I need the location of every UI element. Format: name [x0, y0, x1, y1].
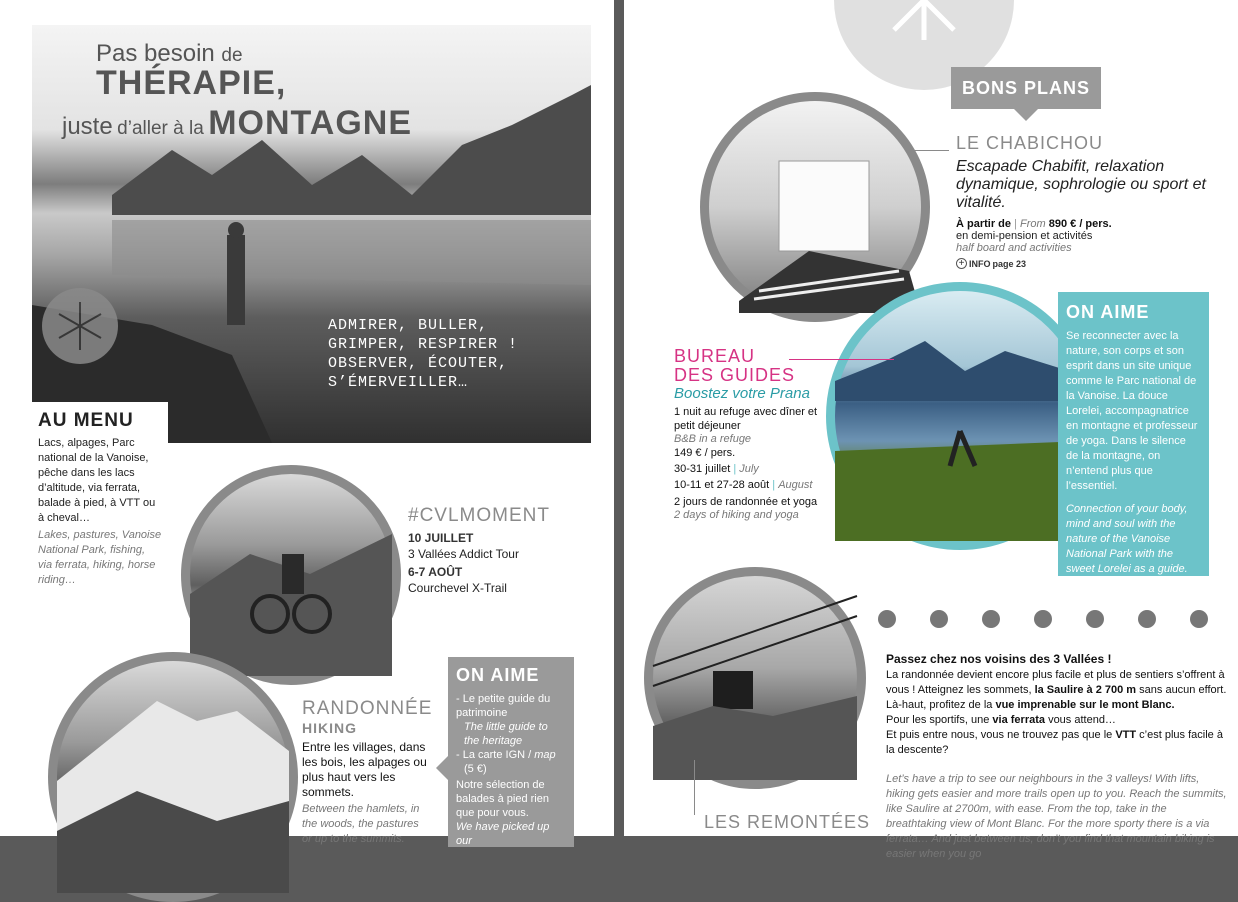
separator-dot: [1190, 610, 1208, 628]
chabichou-title: LE CHABICHOU: [956, 133, 1104, 153]
on-aime-teal-en: Connection of your body, mind and soul with the nature of the Vanoise National Park with the sweet Lorelei as a guide. Just listen to the essentials, in the silence of mountain.: [1066, 503, 1201, 605]
cvl-event2: Courchevel X-Trail: [408, 581, 507, 595]
bureau-d1-en: July: [739, 463, 759, 475]
remontees-p3: Pour les sportifs, une: [886, 714, 990, 726]
bons-plans-box: [951, 67, 1101, 109]
chabichou-board-fr: en demi-pension et activités: [956, 230, 1093, 242]
remontees-p1-c: sans aucun effort.: [1139, 684, 1227, 696]
mountain-bike-photo: [181, 465, 401, 685]
yoga-lake-photo: [826, 282, 1094, 550]
on-aime-teal-title: ON AIME: [1066, 302, 1150, 322]
separator-dot: [1034, 610, 1052, 628]
cvlmoment-section: [408, 505, 608, 595]
mont-blanc-photo: [48, 652, 298, 902]
left-page: [0, 0, 614, 847]
remontees-heading: Passez chez nos voisins des 3 Vallées !: [886, 652, 1112, 666]
chabichou-price-en: From: [1020, 218, 1046, 230]
on-aime-item2-en: map: [534, 749, 556, 761]
chabichou-board-en: half board and activities: [956, 242, 1072, 254]
remontees-title: LES REMONTÉES: [704, 812, 871, 832]
separator-dot: [930, 610, 948, 628]
bureau-section: BUREAU DES GUIDES Boostez votre Prana 1 nuit au refuge avec dîner et petit déjeuner B&B in a refuge 149 € / pers. 30-31 juillet | July 10-11 et 27-28 août | August 2 jours de randonnée et yoga 2 days of hiking and yoga: [674, 347, 834, 521]
separator-dot: [1138, 610, 1156, 628]
randonnee-subtitle: HIKING: [302, 720, 357, 736]
bureau-l1-en: B&B in a refuge: [674, 433, 752, 445]
chabichou-room-photo: [700, 92, 930, 322]
right-page: [624, 0, 1238, 860]
hero-line1-a: Pas besoin: [96, 40, 215, 67]
chabichou-section: LE CHABICHOU Escapade Chabifit, relaxation dynamique, sophrologie ou sport et vitalité. À partir de | From 890 € / pers. en demi-pension et activités half board and activities + INFO page 23: [956, 133, 1226, 269]
cable-car-photo: [644, 567, 866, 789]
info-page: page 23: [992, 258, 1027, 269]
remontees-p2: Là-haut, profitez de la: [886, 699, 993, 711]
separator-dot: [982, 610, 1000, 628]
bons-plans-label: BONS PLANS: [961, 77, 1090, 98]
hero-line2: THÉRAPIE,: [96, 64, 287, 102]
au-menu-en: Lakes, pastures, Vanoise National Park, fishing, via ferrata, hiking, horse riding…: [38, 529, 162, 586]
bureau-d1: 30-31 juillet: [674, 463, 731, 475]
remontees-p1: La randonnée devient encore plus facile et plus de sentiers s’offrent à vous ! Atteignez les sommets,: [886, 669, 1225, 696]
randonnee-title: RANDONNÉE: [302, 698, 433, 719]
au-menu-box: [32, 402, 168, 612]
remontees-p2-b: vue imprenable sur le mont Blanc.: [995, 699, 1175, 711]
on-aime-pointer: [436, 756, 448, 780]
hero-line3-c: MONTAGNE: [208, 104, 413, 142]
bureau-price: 149 € / pers.: [674, 447, 736, 459]
on-aime-box-left: [448, 657, 574, 847]
bureau-subtitle: Boostez votre Prana: [674, 385, 810, 402]
remontees-en: Let’s have a trip to see our neighbours in the 3 valleys! With lifts, hiking gets easier and more trails open up to you. Reach the summits, like Saulire at 2700m, with ease. From the top, take in the breathtaking view of Mont Blanc. For the more sporty there is a via ferrata… And just between us, don’t you find that mountain biking is easier when you go: [886, 773, 1227, 860]
cvl-event1: 3 Vallées Addict Tour: [408, 547, 519, 561]
bons-plans-pointer: [1014, 109, 1038, 121]
tagline-line: S’ÉMERVEILLER…: [328, 374, 469, 391]
remontees-line: [694, 760, 695, 815]
on-aime-title: ON AIME: [456, 665, 540, 685]
on-aime-item1: - Le petite guide du patrimoine: [456, 693, 551, 719]
bureau-l2: 2 jours de randonnée et yoga: [674, 496, 818, 508]
on-aime-item2-price: (5 €): [464, 763, 487, 775]
on-aime-box-right: [1058, 292, 1209, 605]
on-aime-item2: - La carte IGN /: [456, 749, 532, 761]
remontees-p3-c: vous attend…: [1048, 714, 1116, 726]
on-aime-item1-en: The little guide to the heritage: [464, 721, 548, 747]
on-aime-more-en: We have picked up our: [456, 821, 550, 847]
remontees-p1-b: la Saulire à 2 700 m: [1034, 684, 1137, 696]
randonnee-en: Between the hamlets, in the woods, the pastures or up to the summits.: [302, 803, 420, 845]
chabichou-price-prefix: À partir de: [956, 218, 1012, 230]
remontees-title-wrap: [704, 812, 870, 833]
remontees-p4-c: c’est plus facile à la descente?: [886, 729, 1223, 756]
bureau-title1: BUREAU: [674, 346, 756, 366]
on-aime-more: Notre sélection de balades à pied rien que pour vous.: [456, 779, 549, 819]
hero-tagline: [328, 316, 518, 392]
hero-line1-b: de: [221, 45, 243, 66]
bureau-title2: DES GUIDES: [674, 365, 796, 385]
tagline-line: ADMIRER, BULLER,: [328, 317, 489, 334]
remontees-text: [886, 652, 1228, 862]
au-menu-fr: Lacs, alpages, Parc national de la Vanoise, pêche dans les lacs d’altitude, via ferrata, balade à pied, à VTT ou à cheval…: [38, 437, 156, 524]
remontees-p4: Et puis entre nous, vous ne trouvez pas que le: [886, 729, 1113, 741]
remontees-p4-b: VTT: [1115, 729, 1137, 741]
separator-dot: [1086, 610, 1104, 628]
tagline-line: OBSERVER, ÉCOUTER,: [328, 355, 509, 372]
snowflake-circle: [42, 288, 118, 364]
hero-line3-a: juste: [62, 113, 113, 140]
bureau-l2-en: 2 days of hiking and yoga: [674, 509, 799, 521]
chabichou-desc: Escapade Chabifit, relaxation dynamique, sophrologie ou sport et vitalité.: [956, 158, 1206, 211]
hero-line3: [62, 104, 482, 143]
tagline-line: GRIMPER, RESPIRER !: [328, 336, 519, 353]
cvl-date1: 10 JUILLET: [408, 531, 474, 545]
on-aime-teal-fr: Se reconnecter avec la nature, son corps et son esprit dans un site unique comme le Parc national de la Vanoise. La douce Lorelei, accompagnatrice en montagne et professeur de yoga. Dans le silence de la montagne, on n’entend plus que l’essentiel.: [1066, 330, 1198, 492]
cvl-date2: 6-7 AOÛT: [408, 565, 463, 579]
separator-dot: [878, 610, 896, 628]
remontees-p3-b: via ferrata: [992, 714, 1045, 726]
chabichou-price: 890 € / pers.: [1048, 218, 1112, 230]
bureau-d2: 10-11 et 27-28 août: [674, 479, 770, 491]
cvlmoment-title: #CVLMOMENT: [408, 505, 550, 526]
chabichou-line: [909, 150, 949, 151]
info-label: INFO: [969, 258, 991, 269]
bureau-d2-en: August: [778, 479, 813, 491]
au-menu-title: AU MENU: [38, 410, 134, 431]
bureau-l1: 1 nuit au refuge avec dîner et petit déjeuner: [674, 406, 818, 432]
hero-line3-b: d’aller à la: [117, 118, 204, 139]
randonnee-section: [302, 698, 433, 847]
plus-circle-icon: +: [956, 258, 967, 269]
hero-title: [96, 40, 476, 103]
chabichou-info[interactable]: [956, 258, 1226, 269]
randonnee-fr: Entre les villages, dans les bois, les alpages ou plus haut vers les sommets.: [302, 740, 427, 799]
